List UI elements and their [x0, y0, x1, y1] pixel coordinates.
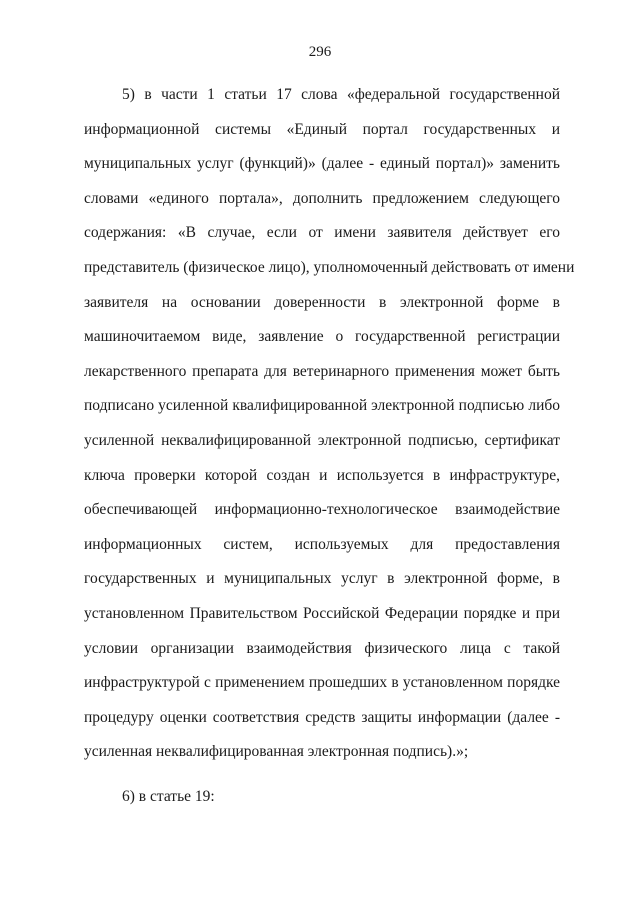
paragraph-line: усиленная неквалифицированная электронная подпись).»;	[84, 743, 469, 761]
paragraph-line: содержания: «В случае, если от имени заявителя действует его	[84, 224, 560, 242]
paragraph-line: усиленной неквалифицированной электронной подписью, сертификат	[84, 431, 560, 449]
paragraph-line: инфраструктурой с применением прошедших в установленном порядке	[84, 674, 560, 692]
paragraph-line: информационных систем, используемых для предоставления	[84, 535, 560, 553]
list-item-heading: 6) в статье 19:	[122, 787, 215, 805]
paragraph-line: ключа проверки которой создан и используется в инфраструктуре,	[84, 466, 560, 484]
paragraph-line: подписано усиленной квалифицированной электронной подписью либо	[84, 397, 560, 415]
paragraph-line: заявителя на основании доверенности в электронной форме в	[84, 293, 560, 311]
paragraph-line: представитель (физическое лицо), уполномоченный действовать от имени	[84, 258, 575, 276]
paragraph-line: процедуру оценки соответствия средств защиты информации (далее -	[84, 708, 560, 726]
paragraph-line: машиночитаемом виде, заявление о государственной регистрации	[84, 328, 560, 346]
paragraph-line: лекарственного препарата для ветеринарного применения может быть	[84, 362, 560, 380]
paragraph-line: 5) в части 1 статьи 17 слова «федеральной государственной	[122, 86, 560, 103]
page-number: 296	[308, 44, 332, 60]
paragraph-line: информационной системы «Единый портал государственных и	[84, 120, 560, 138]
paragraph-gap	[84, 770, 560, 780]
paragraph-line: словами «единого портала», дополнить предложением следующего	[84, 189, 560, 207]
paragraph-line: условии организации взаимодействия физического лица с такой	[84, 639, 560, 657]
paragraph-line: установленном Правительством Российской Федерации порядке и при	[84, 604, 560, 622]
paragraph-line: обеспечивающей информационно-технологическое взаимодействие	[84, 501, 560, 519]
paragraph-line: государственных и муниципальных услуг в электронной форме, в	[84, 570, 560, 588]
body-text	[84, 78, 575, 814]
paragraph-line: муниципальных услуг (функций)» (далее - единый портал)» заменить	[84, 155, 560, 173]
